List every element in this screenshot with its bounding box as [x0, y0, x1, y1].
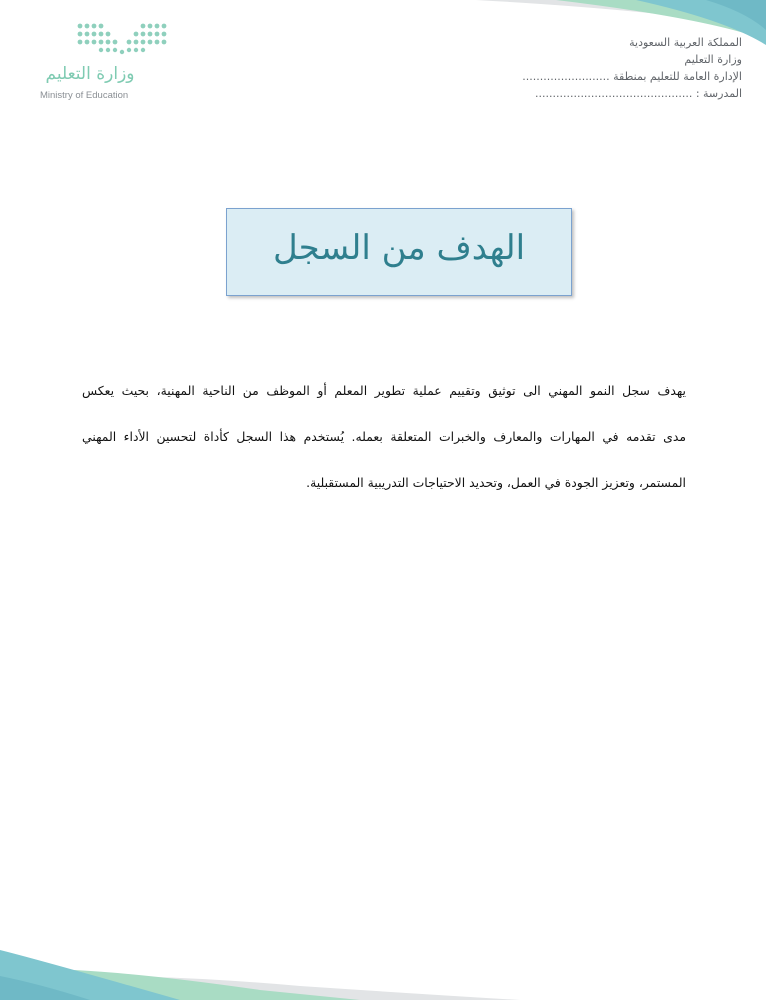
body-line: المستمر، وتعزيز الجودة في العمل، وتحديد الاحتياجات التدريبية المستقبلية.	[306, 475, 686, 490]
title-box	[226, 208, 572, 296]
logo-english-name: Ministry of Education	[40, 90, 129, 101]
logo-arabic-name: وزارة التعليم	[45, 64, 135, 84]
header-line-kingdom: المملكة العربية السعودية	[629, 36, 742, 49]
logo-dots-icon	[76, 22, 168, 56]
page-title: الهدف من السجل	[272, 228, 526, 268]
document-header	[412, 34, 742, 102]
header-line-ministry: وزارة التعليم	[684, 53, 742, 66]
footer-ribbon-decoration	[0, 940, 766, 1000]
header-line-school: المدرسة : .............................................	[534, 87, 742, 100]
body-line: مدى تقدمه في المهارات والمعارف والخبرات المتعلقة بعمله. يُستخدم هذا السجل كأداة لتحسين الأداء المهني	[82, 429, 686, 444]
header-line-directorate: الإدارة العامة للتعليم بمنطقة .........................	[522, 70, 742, 83]
body-line: يهدف سجل النمو المهني الى توثيق وتقييم عملية تطوير المعلم أو الموظف من الناحية المهنية، بحيث يعكس	[82, 383, 686, 398]
body-paragraph	[82, 368, 686, 506]
ministry-logo	[36, 22, 176, 104]
